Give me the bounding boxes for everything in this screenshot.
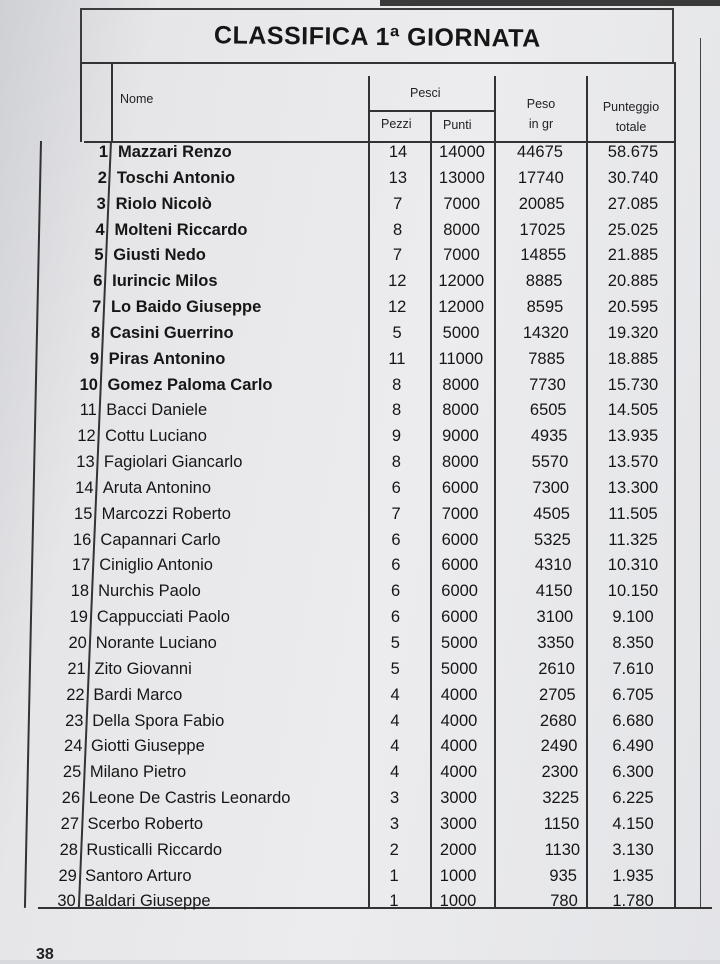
pezzi-cell: 6 [391, 530, 401, 549]
name-cell: Fagiolari Giancarlo [103, 453, 243, 472]
pezzi-cell: 9 [391, 427, 402, 446]
name-cell: Casini Guerrino [109, 323, 234, 342]
rank-cell: 3 [96, 194, 106, 213]
punti-cell: 7000 [443, 246, 480, 265]
name-cell: Toschi Antonio [116, 168, 236, 187]
totale-cell: 13.300 [607, 478, 659, 497]
rank-cell: 16 [72, 530, 92, 549]
pezzi-cell: 5 [392, 323, 402, 342]
pezzi-cell: 8 [392, 220, 403, 239]
header-peso-line1: Peso [526, 97, 556, 111]
totale-cell: 9.100 [612, 608, 654, 627]
peso-cell: 1150 [543, 814, 580, 833]
header-pezzi: Pezzi [381, 117, 412, 131]
pezzi-cell: 8 [392, 401, 402, 420]
pezzi-cell: 5 [390, 633, 400, 652]
punti-cell: 6000 [441, 556, 479, 575]
name-cell: Cottu Luciano [105, 427, 207, 446]
peso-cell: 4310 [534, 556, 572, 575]
header-pesci: Pesci [410, 86, 441, 100]
totale-cell: 1.935 [612, 866, 654, 885]
name-cell: Norante Luciano [95, 633, 217, 652]
pezzi-cell: 4 [390, 737, 400, 756]
totale-cell: 21.885 [607, 246, 659, 265]
name-cell: Ciniglio Antonio [99, 556, 213, 575]
rank-cell: 17 [71, 556, 91, 575]
rank-cell: 13 [76, 453, 95, 472]
pezzi-cell: 6 [391, 556, 401, 575]
totale-cell: 30.740 [607, 168, 659, 187]
pezzi-cell: 12 [387, 298, 407, 317]
rank-divider-line [111, 62, 113, 142]
punti-cell: 8000 [442, 401, 479, 420]
punti-cell: 9000 [442, 427, 479, 446]
rank-cell: 29 [58, 866, 77, 885]
name-cell: Milano Pietro [89, 763, 187, 782]
peso-cell: 1130 [544, 840, 581, 859]
rank-cell: 22 [66, 685, 85, 704]
pezzi-cell: 8 [391, 453, 401, 472]
totale-cell: 25.025 [607, 220, 659, 239]
rank-cell: 30 [57, 892, 76, 911]
rank-cell: 18 [70, 582, 90, 601]
totale-cell: 20.595 [607, 298, 659, 317]
totale-cell: 13.935 [607, 427, 659, 446]
totale-cell: 6.680 [612, 711, 654, 730]
punti-cell: 13000 [438, 168, 485, 187]
peso-cell: 3100 [536, 608, 574, 627]
rank-cell: 6 [93, 272, 103, 291]
rank-cell: 14 [75, 478, 94, 497]
totale-cell: 58.675 [607, 143, 659, 161]
punti-cell: 8000 [442, 375, 480, 394]
punti-cell: 3000 [440, 814, 477, 833]
peso-divider-line [586, 76, 588, 908]
punti-cell: 7000 [441, 504, 479, 523]
name-cell: Aruta Antonino [102, 478, 211, 497]
rank-cell: 12 [77, 427, 96, 446]
rank-cell: 24 [64, 737, 83, 756]
name-cell: Capannari Carlo [100, 530, 221, 549]
pezzi-cell: 3 [389, 789, 400, 808]
title-box [80, 8, 674, 64]
name-cell: Nurchis Paolo [98, 582, 201, 601]
pezzi-cell: 12 [388, 272, 407, 291]
name-cell: Scerbo Roberto [87, 814, 204, 833]
pezzi-cell: 3 [389, 814, 399, 833]
peso-cell: 2680 [539, 711, 577, 730]
totale-cell: 6.300 [612, 763, 654, 782]
name-cell: Baldari Giuseppe [84, 892, 211, 911]
totale-cell: 13.570 [607, 453, 659, 472]
rank-cell: 5 [94, 246, 104, 265]
peso-cell: 2300 [541, 763, 579, 782]
table-left-line-lower [24, 141, 42, 908]
pezzi-cell: 4 [390, 685, 400, 704]
peso-cell: 5325 [534, 530, 571, 549]
header-peso [521, 94, 561, 134]
name-cell: Della Spora Fabio [92, 711, 225, 730]
rank-cell: 11 [79, 401, 97, 420]
totale-cell: 10.310 [607, 556, 659, 575]
rank-cell: 10 [79, 375, 98, 394]
name-cell: Bardi Marco [93, 685, 183, 704]
punti-cell: 5000 [442, 323, 480, 342]
name-cell: Riolo Nicolò [115, 194, 212, 213]
totale-cell: 10.150 [607, 582, 659, 601]
totale-cell: 7.610 [612, 659, 654, 678]
name-cell: Iurincic Milos [112, 272, 218, 291]
punti-cell: 8000 [441, 453, 479, 472]
punti-cell: 3000 [440, 789, 477, 808]
punti-cell: 4000 [440, 737, 478, 756]
totale-cell: 27.085 [607, 194, 659, 213]
peso-cell: 5570 [531, 453, 569, 472]
pezzi-cell: 8 [392, 375, 402, 394]
punti-cell: 5000 [441, 633, 478, 652]
rank-cell: 9 [89, 349, 100, 368]
totale-cell: 15.730 [607, 375, 659, 394]
rank-cell: 21 [67, 659, 86, 678]
header-punteggio-line1: Punteggio [602, 100, 660, 114]
totale-cell: 6.225 [612, 789, 654, 808]
peso-cell: 6505 [529, 401, 567, 420]
name-cell: Cappucciati Paolo [96, 608, 230, 627]
punti-cell: 4000 [440, 763, 478, 782]
rank-cell: 8 [91, 323, 101, 342]
totale-cell: 8.350 [612, 633, 654, 652]
totale-cell: 4.150 [612, 814, 654, 833]
pezzi-cell: 14 [388, 143, 408, 161]
table-left-line [80, 62, 82, 142]
header-nome: Nome [120, 92, 154, 106]
name-cell: Piras Antonino [108, 349, 226, 368]
rank-cell: 28 [59, 840, 78, 859]
punti-cell: 12000 [438, 298, 485, 317]
totale-cell: 18.885 [607, 349, 659, 368]
name-cell: Zito Giovanni [94, 659, 192, 678]
rank-cell: 4 [95, 220, 105, 239]
punti-cell: 1000 [439, 892, 477, 911]
peso-cell: 14320 [522, 323, 569, 342]
rank-cell: 7 [92, 298, 102, 317]
totale-cell: 3.130 [612, 840, 654, 859]
punti-cell: 2000 [439, 840, 477, 859]
pezzi-cell: 1 [389, 892, 399, 911]
punti-cell: 6000 [441, 608, 478, 627]
punti-cell: 6000 [441, 478, 479, 497]
punti-cell: 6000 [441, 530, 479, 549]
pezzi-cell: 6 [391, 478, 401, 497]
name-cell: Mazzari Renzo [118, 143, 232, 161]
punti-cell: 8000 [443, 220, 480, 239]
page-number: 38 [36, 946, 54, 963]
punti-cell: 12000 [438, 272, 485, 291]
peso-cell: 20085 [518, 194, 565, 213]
punti-cell: 4000 [440, 711, 478, 730]
peso-cell: 3225 [542, 789, 580, 808]
header-punteggio [596, 97, 666, 137]
rank-cell: 19 [69, 608, 88, 627]
pezzi-cell: 6 [391, 582, 401, 601]
totale-cell: 6.705 [612, 685, 654, 704]
pezzi-cell: 1 [389, 866, 399, 885]
pezzi-cell: 5 [390, 659, 400, 678]
name-cell: Leone De Castris Leonardo [88, 789, 291, 808]
peso-cell: 8885 [525, 272, 563, 291]
name-cell: Marcozzi Roberto [101, 504, 231, 523]
peso-cell: 7300 [532, 478, 570, 497]
name-cell: Gomez Paloma Carlo [107, 375, 273, 394]
punti-cell: 6000 [441, 582, 478, 601]
pezzi-cell: 4 [390, 711, 400, 730]
totale-cell: 6.490 [612, 737, 654, 756]
name-cell: Giotti Giuseppe [91, 737, 205, 756]
totale-cell: 11.505 [608, 504, 658, 523]
peso-cell: 8595 [526, 298, 564, 317]
name-cell: Giusti Nedo [113, 246, 206, 265]
name-divider-line [368, 76, 370, 908]
rank-cell: 23 [65, 711, 84, 730]
pezzi-cell: 11 [388, 349, 406, 368]
table-top-line [80, 62, 674, 64]
name-cell: Santoro Arturo [85, 866, 192, 885]
totale-cell: 1.780 [612, 892, 654, 911]
punti-cell: 5000 [440, 659, 478, 678]
pezzi-cell: 7 [391, 504, 401, 523]
rank-cell: 26 [61, 789, 81, 808]
pezzi-cell: 2 [389, 840, 399, 859]
peso-cell: 3350 [537, 633, 575, 652]
name-cell: Molteni Riccardo [114, 220, 248, 239]
peso-cell: 4505 [533, 504, 570, 523]
name-cell: Bacci Daniele [106, 401, 208, 420]
rank-cell: 15 [74, 504, 93, 523]
peso-cell: 17740 [517, 168, 564, 187]
punti-cell: 11000 [438, 349, 484, 368]
rank-cell: 2 [97, 168, 107, 187]
totale-cell: 20.885 [607, 272, 659, 291]
peso-cell: 7885 [528, 349, 565, 368]
pezzi-cell: 7 [393, 194, 403, 213]
rank-cell: 20 [68, 633, 87, 652]
punti-cell: 7000 [443, 194, 481, 213]
peso-cell: 2490 [540, 737, 578, 756]
peso-cell: 2610 [538, 659, 575, 678]
page-title: CLASSIFICA 1ª GIORNATA [213, 20, 541, 53]
peso-cell: 44675 [517, 143, 563, 161]
punti-cell: 14000 [439, 143, 485, 161]
rank-cell: 27 [60, 814, 80, 833]
pezzi-cell: 6 [390, 608, 401, 627]
peso-cell: 4935 [530, 427, 568, 446]
peso-cell: 780 [550, 892, 578, 911]
table-right-line [674, 62, 676, 908]
punti-divider-line [494, 76, 496, 908]
peso-cell: 935 [549, 866, 577, 885]
pezzi-cell: 13 [388, 168, 408, 187]
punti-cell: 1000 [439, 866, 477, 885]
header-punti: Punti [443, 118, 472, 132]
peso-cell: 7730 [529, 375, 566, 394]
totale-cell: 14.505 [607, 401, 659, 420]
punti-cell: 4000 [440, 685, 478, 704]
pezzi-cell: 7 [392, 246, 403, 265]
peso-cell: 17025 [519, 220, 566, 239]
totale-cell: 11.325 [608, 530, 658, 549]
name-cell: Lo Baido Giuseppe [110, 298, 262, 317]
rank-cell: 1 [98, 143, 108, 161]
pezzi-cell: 4 [390, 763, 400, 782]
header-punteggio-line2: totale [615, 120, 647, 134]
peso-cell: 4150 [535, 582, 573, 601]
peso-cell: 14855 [520, 246, 567, 265]
totale-cell: 19.320 [607, 323, 659, 342]
name-cell: Rusticalli Riccardo [86, 840, 223, 859]
header-peso-line2: in gr [528, 117, 554, 131]
peso-cell: 2705 [539, 685, 576, 704]
rank-cell: 25 [62, 763, 82, 782]
